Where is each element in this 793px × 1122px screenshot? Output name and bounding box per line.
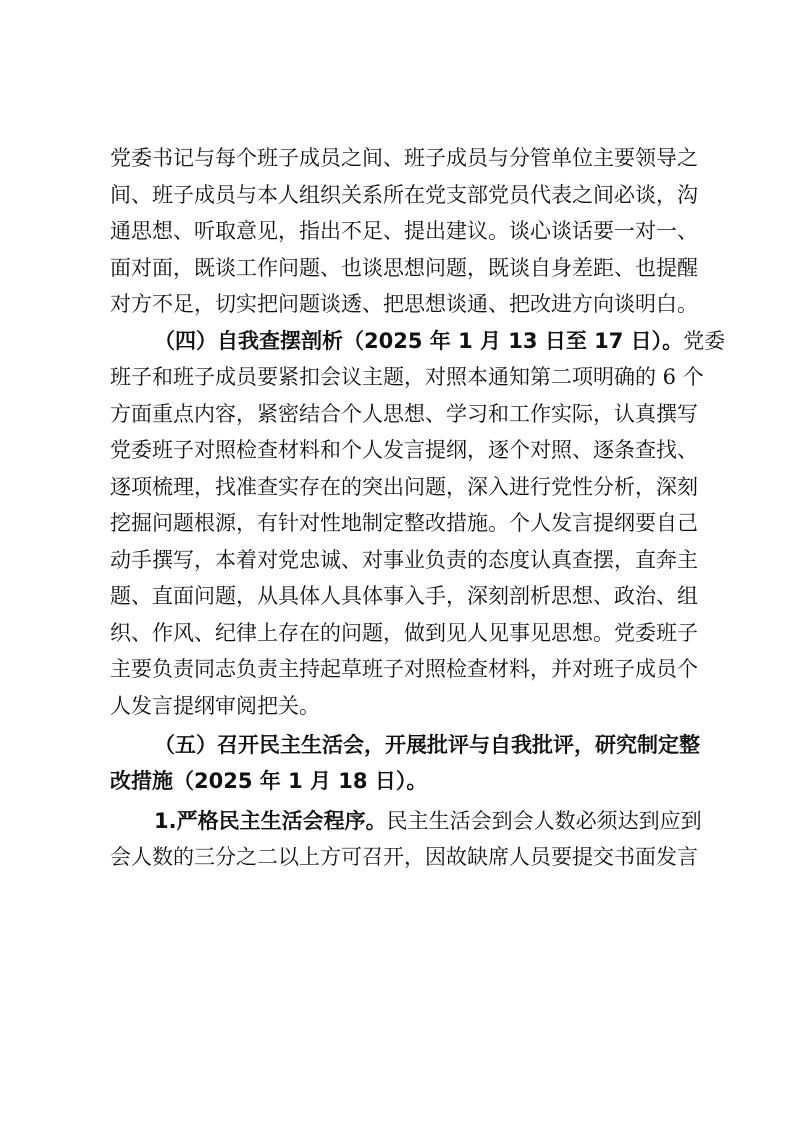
text-line: 逐项梳理，找准查实存在的突出问题，深入进行党性分析，深刻 bbox=[110, 474, 698, 499]
text-line bbox=[110, 323, 726, 360]
text-line: 方面重点内容，紧密结合个人思想、学习和工作实际，认真撰写 bbox=[110, 401, 698, 426]
paragraph-democratic-meeting-heading bbox=[110, 727, 700, 800]
text-run: 党委 bbox=[683, 328, 726, 353]
section-heading-4: （四）自我查摆剖析（2025 年 1 月 13 日至 17 日）。 bbox=[154, 328, 684, 353]
text-line: 题、直面问题，从具体人具体事入手，深刻剖析思想、政治、组 bbox=[110, 584, 698, 608]
document-page bbox=[110, 140, 726, 876]
paragraph-talks bbox=[110, 140, 698, 323]
text-line: 党委书记与每个班子成员之间、班子成员与分管单位主要领导之 bbox=[110, 146, 698, 170]
text-line: 主要负责同志负责主持起草班子对照检查材料，并对班子成员个 bbox=[110, 657, 698, 681]
section-heading-5: （五）召开民主生活会，开展批评与自我批评，研究制定整 bbox=[154, 732, 700, 757]
text-line: 通思想、听取意见，指出不足、提出建议。谈心谈话要一对一、 bbox=[110, 219, 698, 243]
subheading-1: 1.严格民主生活会程序。 bbox=[154, 808, 387, 833]
paragraph-self-examination bbox=[110, 323, 726, 725]
text-run: 民主生活会到会人数必须达到应到 bbox=[386, 808, 702, 833]
text-line: 动手撰写，本着对党忠诚、对事业负责的态度认真查摆，直奔主 bbox=[110, 547, 698, 572]
paragraph-procedure bbox=[110, 803, 702, 876]
text-line bbox=[110, 803, 702, 840]
section-heading-5-cont: 改措施（2025 年 1 月 18 日）。 bbox=[110, 769, 428, 794]
text-line: 面对面，既谈工作问题、也谈思想问题，既谈自身差距、也提醒 bbox=[110, 255, 698, 280]
text-line: 人发言提纲审阅把关。 bbox=[110, 693, 320, 718]
text-line: 挖掘问题根源，有针对性地制定整改措施。个人发言提纲要自己 bbox=[110, 511, 698, 535]
text-line: 间、班子成员与本人组织关系所在党支部党员代表之间必谈，沟 bbox=[110, 182, 698, 207]
text-line: 党委班子对照检查材料和个人发言提纲，逐个对照、逐条查找、 bbox=[110, 438, 698, 462]
text-line: 织、作风、纪律上存在的问题，做到见人见事见思想。党委班子 bbox=[110, 620, 698, 645]
text-line: 会人数的三分之二以上方可召开，因故缺席人员要提交书面发言 bbox=[110, 845, 698, 870]
text-line: 班子和班子成员要紧扣会议主题，对照本通知第二项明确的 6 个 bbox=[110, 365, 704, 389]
text-line: 对方不足，切实把问题谈透、把思想谈通、把改进方向谈明白。 bbox=[110, 292, 698, 316]
